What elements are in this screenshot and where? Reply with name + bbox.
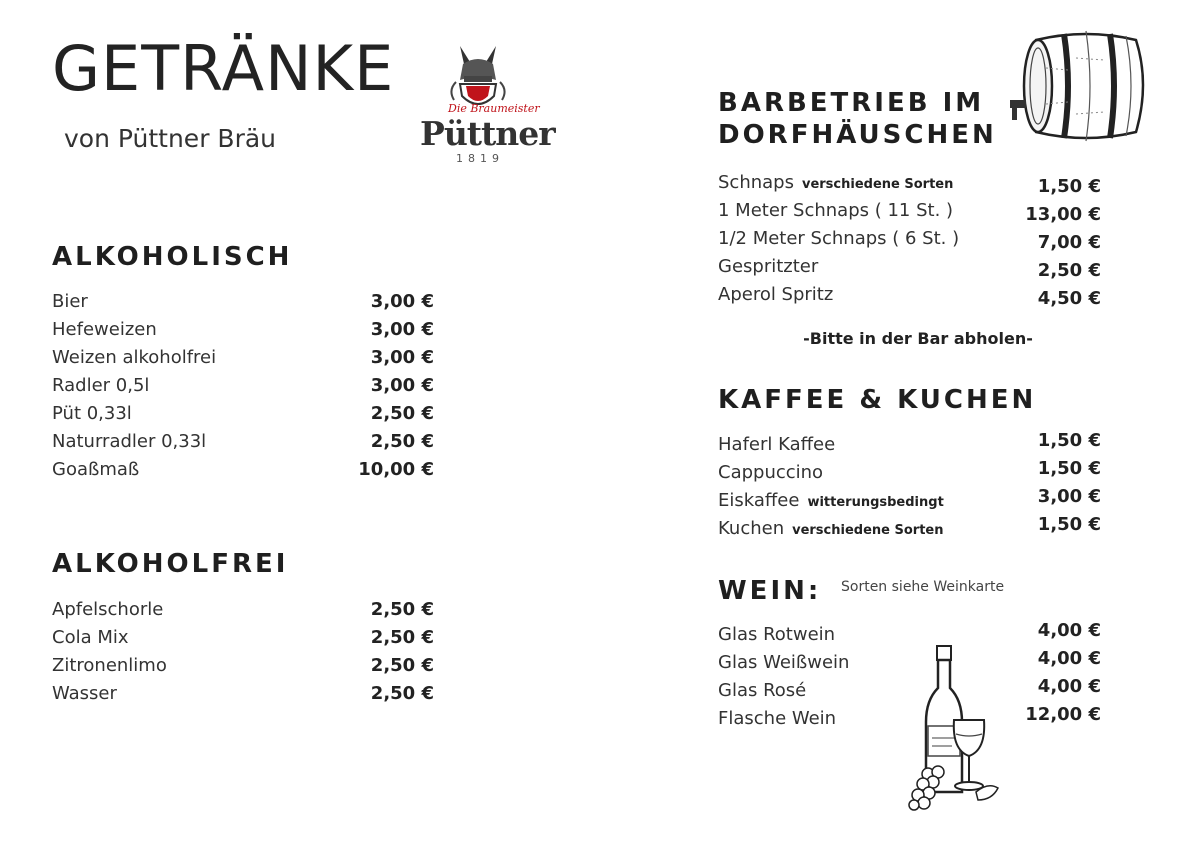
list-item xyxy=(52,375,434,403)
item-name: Glas Weißwein xyxy=(718,652,850,673)
item-name: Aperol Spritz xyxy=(718,284,834,305)
bar-heading-line2: DORFHÄUSCHEN xyxy=(718,120,997,150)
item-name: Weizen alkoholfrei xyxy=(52,347,217,368)
item-price: 2,50 € xyxy=(370,599,434,620)
item-price: 2,50 € xyxy=(1037,260,1101,281)
wine-bottle-icon xyxy=(906,642,1006,812)
item-name-text: Schnaps xyxy=(718,172,794,193)
item-name: Apfelschorle xyxy=(52,599,164,620)
kaffee-heading: KAFFEE & KUCHEN xyxy=(718,385,1037,415)
item-name: Naturradler 0,33l xyxy=(52,431,207,452)
item-name: 1 Meter Schnaps ( 11 St. ) xyxy=(718,200,954,221)
logo-brand: Püttner xyxy=(420,114,555,153)
item-price: 4,00 € xyxy=(1037,620,1101,641)
item-name: Wasser xyxy=(52,683,117,704)
alkoholfrei-heading: ALKOHOLFREI xyxy=(52,549,289,579)
item-note: verschiedene Sorten xyxy=(792,523,944,538)
pickup-note: -Bitte in der Bar abholen- xyxy=(803,329,1033,348)
item-name: Glas Rosé xyxy=(718,680,807,701)
logo-tagline: Die Braumeister xyxy=(448,102,540,115)
logo-year: 1819 xyxy=(456,152,504,165)
list-item xyxy=(52,403,434,431)
item-price: 2,50 € xyxy=(370,655,434,676)
item-price: 13,00 € xyxy=(1025,204,1101,225)
item-price: 3,00 € xyxy=(370,291,434,312)
list-item xyxy=(52,459,434,487)
list-item xyxy=(718,200,1101,228)
list-item xyxy=(52,655,434,683)
item-name: Goaßmaß xyxy=(52,459,140,480)
item-name-text: Kuchen xyxy=(718,518,785,539)
puettner-logo xyxy=(418,40,555,170)
item-price: 12,00 € xyxy=(1025,704,1101,725)
item-price: 2,50 € xyxy=(370,431,434,452)
item-name xyxy=(718,518,944,539)
page-subtitle: von Püttner Bräu xyxy=(64,124,277,153)
item-name: Zitronenlimo xyxy=(52,655,167,676)
item-name xyxy=(718,172,953,193)
item-name: Cappuccino xyxy=(718,462,824,483)
list-item xyxy=(52,683,434,711)
item-price: 1,50 € xyxy=(1037,176,1101,197)
item-price: 4,50 € xyxy=(1037,288,1101,309)
item-price: 1,50 € xyxy=(1037,430,1101,451)
list-item xyxy=(718,284,1101,312)
barrel-icon xyxy=(1006,28,1156,148)
list-item xyxy=(52,599,434,627)
list-item xyxy=(52,291,434,319)
list-item xyxy=(718,172,1101,200)
list-item xyxy=(718,256,1101,284)
item-name: Glas Rotwein xyxy=(718,624,836,645)
item-price: 3,00 € xyxy=(370,347,434,368)
item-price: 7,00 € xyxy=(1037,232,1101,253)
list-item xyxy=(718,228,1101,256)
item-price: 4,00 € xyxy=(1037,648,1101,669)
item-price: 1,50 € xyxy=(1037,458,1101,479)
wein-heading: WEIN: xyxy=(718,576,822,606)
item-name: Haferl Kaffee xyxy=(718,434,836,455)
item-name: Flasche Wein xyxy=(718,708,837,729)
item-price: 2,50 € xyxy=(370,627,434,648)
item-price: 2,50 € xyxy=(370,403,434,424)
item-price: 4,00 € xyxy=(1037,676,1101,697)
item-price: 1,50 € xyxy=(1037,514,1101,535)
wein-note: Sorten siehe Weinkarte xyxy=(841,579,1005,595)
item-name xyxy=(718,490,944,511)
item-price: 3,00 € xyxy=(370,375,434,396)
item-name: Hefeweizen xyxy=(52,319,157,340)
item-name: 1/2 Meter Schnaps ( 6 St. ) xyxy=(718,228,960,249)
list-item xyxy=(52,319,434,347)
item-price: 2,50 € xyxy=(370,683,434,704)
list-item xyxy=(52,627,434,655)
list-item xyxy=(52,431,434,459)
item-name: Cola Mix xyxy=(52,627,129,648)
alkoholisch-heading: ALKOHOLISCH xyxy=(52,242,293,272)
item-price: 10,00 € xyxy=(358,459,434,480)
item-name-text: Eiskaffee xyxy=(718,490,800,511)
item-note: verschiedene Sorten xyxy=(801,177,954,192)
bar-heading-line1: BARBETRIEB IM xyxy=(718,88,985,118)
item-price: 3,00 € xyxy=(1037,486,1101,507)
item-name: Radler 0,5l xyxy=(52,375,150,396)
item-name: Püt 0,33l xyxy=(52,403,132,424)
page-title: GETRÄNKE xyxy=(52,32,395,105)
item-name: Gespritzter xyxy=(718,256,819,277)
item-name: Bier xyxy=(52,291,88,312)
list-item xyxy=(52,347,434,375)
item-price: 3,00 € xyxy=(370,319,434,340)
item-note: witterungsbedingt xyxy=(807,495,944,510)
list-item xyxy=(718,514,1101,546)
